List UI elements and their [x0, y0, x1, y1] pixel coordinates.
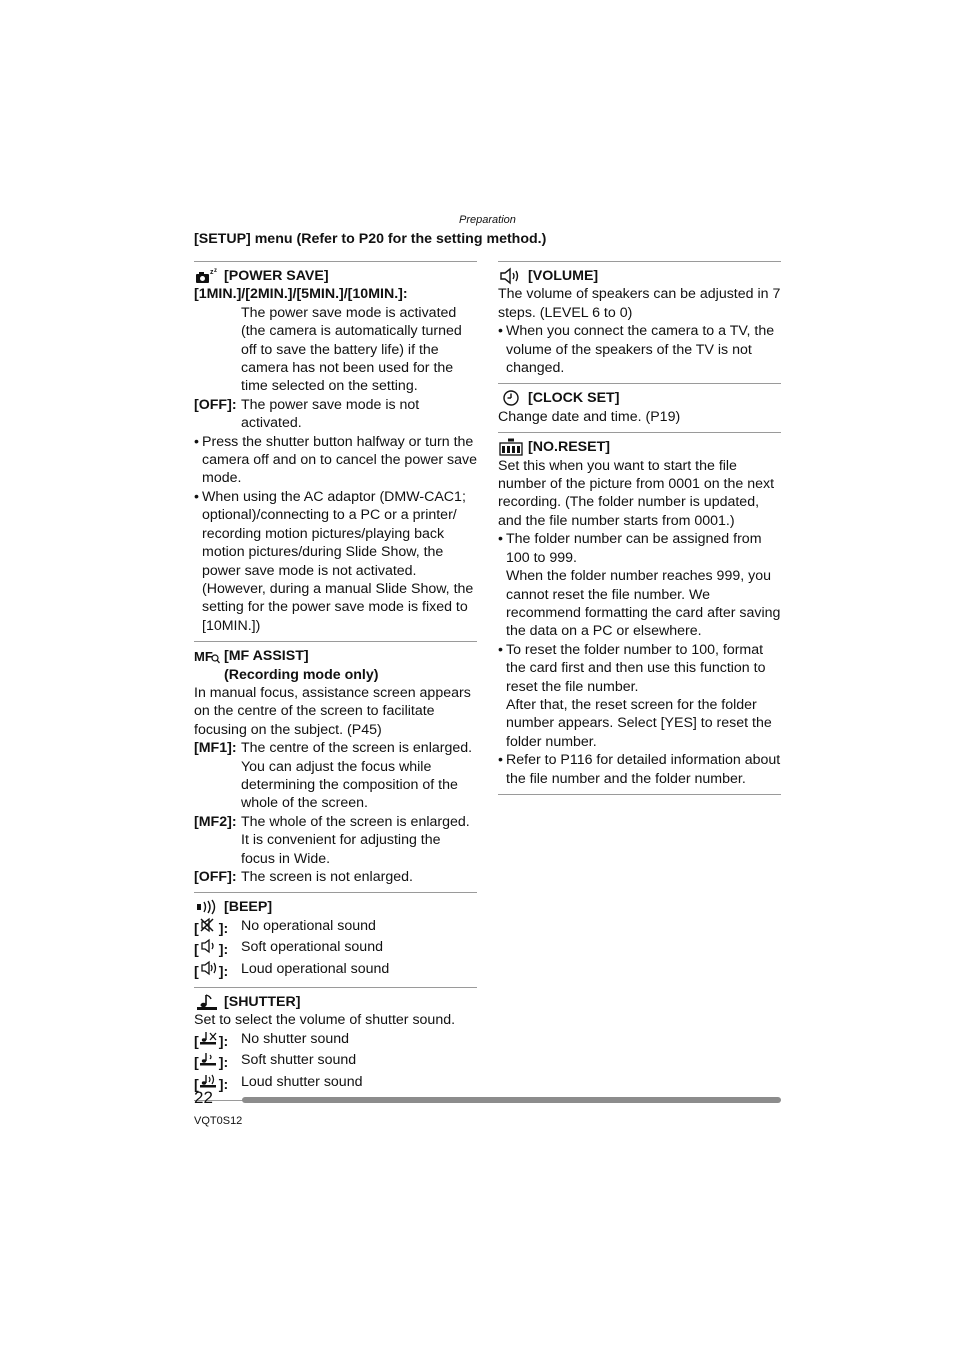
clock-set-text: Change date and time. (P19)	[498, 408, 681, 425]
beep-option-loud: [ ]: Loud operational sound	[194, 960, 390, 980]
list-item: • Refer to P116 for detailed information about the file number and the folder number.	[498, 752, 781, 787]
mf-assist-intro: In manual focus, assistance screen appears on the centre of the screen to facilitate focusing on the subject. (P45)	[194, 684, 471, 738]
shutter-title: [SHUTTER]	[224, 994, 301, 1011]
right-column	[498, 261, 781, 795]
beep-option-soft: [ ]: Soft operational sound	[194, 939, 383, 959]
shutter-intro: Set to select the volume of shutter sound.	[194, 1012, 456, 1029]
off-text: The power save mode is not activated.	[241, 396, 420, 432]
shutter-option-none: [ ]: No shutter sound	[194, 1030, 350, 1050]
power-save-off-row	[194, 396, 477, 433]
svg-text:z: z	[214, 268, 217, 274]
list-item: • Press the shutter button halfway or turn the camera off and on to cancel the power save mode.	[194, 433, 477, 487]
mf-assist-subtitle: (Recording mode only)	[224, 666, 379, 683]
power-save-section	[194, 261, 477, 641]
no-reset-icon	[498, 438, 524, 456]
shutter-loud-icon	[199, 1073, 219, 1089]
shutter-option-soft: [ ]: Soft shutter sound	[194, 1052, 357, 1072]
shutter-option-loud: [ ]: Loud shutter sound	[194, 1073, 363, 1093]
power-save-options-text: The power save mode is activated (the camera is automatically turned off to save the battery life) if the camera has not been used for the time selected on the setting.	[241, 304, 462, 395]
clock-icon	[498, 389, 524, 407]
page-number: 22	[194, 1088, 213, 1107]
power-save-title: [POWER SAVE]	[224, 268, 329, 284]
mf-assist-title: [MF ASSIST]	[224, 648, 309, 665]
beep-section	[194, 892, 477, 987]
clock-set-title: [CLOCK SET]	[528, 390, 620, 407]
mf1-row: [MF1]: The centre of the screen is enlarged. You can adjust the focus while determining the composition of the whole of the screen.	[194, 740, 473, 812]
left-column	[194, 261, 477, 1101]
power-save-options-heading: [1MIN.]/[2MIN.]/[5MIN.]/[10MIN.]:	[194, 286, 408, 303]
speaker-mute-icon	[199, 917, 219, 933]
list-item: • To reset the folder number to 100, format the card first and then use this function to reset the file number. After that, the reset screen for the folder number appears. Select [YES] to reset the folder number.	[498, 641, 772, 750]
model-code: VQT0S12	[194, 1115, 243, 1127]
beep-title: [BEEP]	[224, 899, 273, 916]
shutter-sound-icon	[194, 993, 220, 1011]
mf2-row: [MF2]: The whole of the screen is enlarged. It is convenient for adjusting the focus in Wide.	[194, 813, 470, 867]
mf-assist-section	[194, 641, 477, 892]
shutter-mute-icon	[199, 1030, 219, 1046]
footer-bar	[242, 1097, 781, 1103]
clock-set-section	[498, 383, 781, 432]
no-reset-text: Set this when you want to start the file number of the picture from 0001 on the next recording. (The folder number is updated, and the file number starts from 0001.)	[498, 457, 775, 529]
speaker-soft-icon	[199, 938, 219, 954]
volume-speaker-icon	[498, 267, 524, 285]
volume-section	[498, 261, 781, 383]
no-reset-section	[498, 432, 781, 795]
beep-option-mute: [ ]: No operational sound	[194, 917, 376, 937]
section-label: Preparation	[459, 214, 516, 226]
speaker-loud-icon	[199, 960, 219, 976]
svg-text:z: z	[210, 269, 214, 276]
no-reset-title: [NO.RESET]	[528, 439, 610, 456]
volume-title: [VOLUME]	[528, 268, 599, 284]
list-item: • When you connect the camera to a TV, the volume of the speakers of the TV is not changed.	[498, 323, 775, 377]
page-heading: [SETUP] menu (Refer to P20 for the setting method.)	[194, 231, 547, 247]
power-save-camera-zz-icon	[194, 267, 220, 285]
mf-assist-icon	[194, 647, 220, 665]
volume-text: The volume of speakers can be adjusted in 7 steps. (LEVEL 6 to 0)	[498, 286, 781, 321]
list-item: • When using the AC adaptor (DMW-CAC1; optional)/connecting to a PC or a printer/ recording motion pictures/playing back motion pictures/during Slide Show, the power save mode is not activated. (However, during a manual Slide Show, the setting for the power save mode is fixed to [10MIN.])	[194, 488, 474, 634]
shutter-soft-icon	[199, 1051, 219, 1067]
svg-text:MF: MF	[194, 649, 213, 665]
beep-speaker-icon	[194, 898, 220, 916]
mf-off-row: [OFF]: The screen is not enlarged.	[194, 869, 413, 885]
off-key: [OFF]:	[194, 396, 237, 413]
list-item: • The folder number can be assigned from 100 to 999. When the folder number reaches 999, you cannot reset the file number. We recommend formatting the card after saving the data on a PC or elsewhere.	[498, 531, 781, 640]
shutter-section	[194, 987, 477, 1101]
